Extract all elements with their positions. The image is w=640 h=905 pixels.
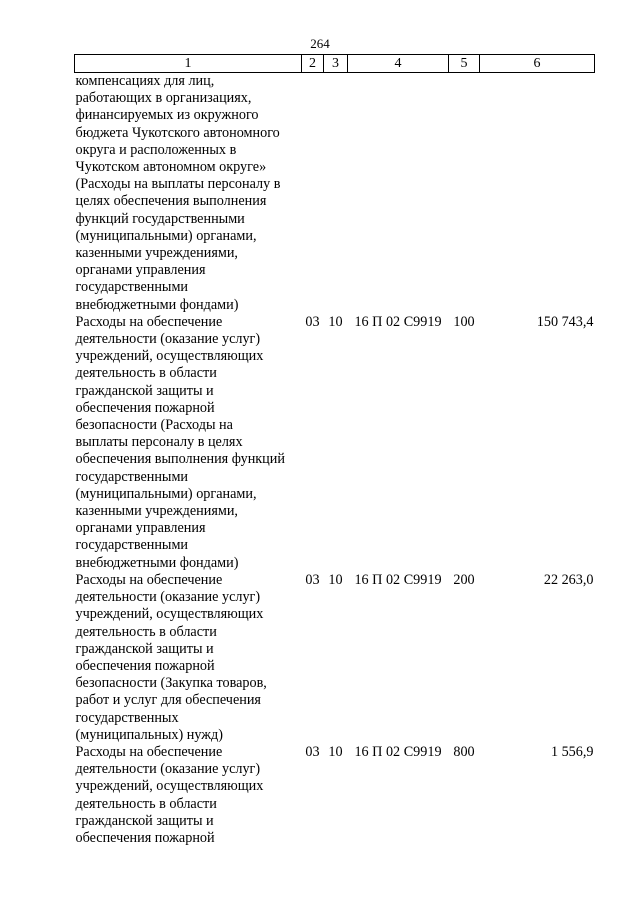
expense-type-code: 200	[453, 571, 475, 588]
row-description	[75, 572, 302, 744]
description-line: Расходы на обеспечение	[75, 743, 223, 760]
column-header-6: 6	[480, 55, 595, 73]
target-article-code: 16 П 02 С9919	[354, 743, 442, 760]
description-line: обеспечения пожарной	[75, 399, 215, 416]
description-line: государственных	[75, 709, 179, 726]
column-header-2: 2	[302, 55, 324, 73]
target-article-code	[348, 73, 449, 314]
target-article-code: 16 П 02 С9919	[354, 571, 442, 588]
section-code: 03	[305, 571, 320, 588]
budget-table	[74, 54, 595, 847]
description-line: работ и услуг для обеспечения	[75, 692, 261, 709]
column-header-1: 1	[75, 55, 302, 73]
expense-type-code: 800	[453, 743, 475, 760]
table-row	[75, 744, 595, 847]
description-line: Расходы на обеспечение	[75, 571, 223, 588]
description-line: государственными	[75, 537, 189, 554]
description-line: казенными учреждениями,	[75, 503, 238, 520]
description-line: деятельности (оказание услуг)	[75, 761, 261, 778]
amount	[480, 73, 595, 314]
description-line: (муниципальными) органами,	[75, 227, 257, 244]
table-row	[75, 73, 595, 314]
expense-type-code: 100	[453, 313, 475, 330]
description-line: внебюджетными фондами)	[75, 554, 239, 571]
description-line: обеспечения пожарной	[75, 829, 215, 846]
amount: 1 556,9	[550, 743, 594, 760]
description-line: целях обеспечения выполнения	[75, 193, 267, 210]
amount: 22 263,0	[543, 571, 594, 588]
description-line: органами управления	[75, 520, 206, 537]
description-line: безопасности (Закупка товаров,	[75, 675, 267, 692]
description-line: казенными учреждениями,	[75, 245, 238, 262]
table-row	[75, 314, 595, 572]
subsection-code	[324, 73, 348, 314]
description-line: гражданской защиты и	[75, 382, 214, 399]
section-code	[302, 73, 324, 314]
description-line: (муниципальными) органами,	[75, 485, 257, 502]
column-header-3: 3	[324, 55, 348, 73]
table-row	[75, 572, 595, 744]
description-line: выплаты персоналу в целях	[75, 434, 243, 451]
description-line: гражданской защиты и	[75, 640, 214, 657]
description-line: внебюджетными фондами)	[75, 296, 239, 313]
expense-type-code	[449, 73, 480, 314]
description-line: учреждений, осуществляющих	[75, 606, 264, 623]
subsection-code: 10	[328, 313, 343, 330]
table-header-row	[75, 55, 595, 73]
description-line: бюджета Чукотского автономного	[75, 124, 280, 141]
row-description	[75, 314, 302, 572]
amount: 150 743,4	[536, 313, 594, 330]
description-line: (муниципальных) нужд)	[75, 726, 223, 743]
description-line: учреждений, осуществляющих	[75, 348, 264, 365]
description-line: деятельность в области	[75, 795, 217, 812]
description-line: безопасности (Расходы на	[75, 417, 233, 434]
page-number: 264	[310, 36, 330, 51]
description-line: деятельность в области	[75, 623, 217, 640]
row-description	[75, 73, 302, 314]
description-line: функций государственными	[75, 210, 245, 227]
section-code: 03	[305, 743, 320, 760]
description-line: деятельности (оказание услуг)	[75, 331, 261, 348]
description-line: обеспечения выполнения функций	[75, 451, 285, 468]
row-description	[75, 744, 302, 847]
description-line: органами управления	[75, 262, 206, 279]
description-line: округа и расположенных в	[75, 141, 237, 158]
description-line: гражданской защиты и	[75, 812, 214, 829]
subsection-code: 10	[328, 571, 343, 588]
description-line: учреждений, осуществляющих	[75, 778, 264, 795]
description-line: деятельности (оказание услуг)	[75, 589, 261, 606]
section-code: 03	[305, 313, 320, 330]
target-article-code: 16 П 02 С9919	[354, 313, 442, 330]
description-line: (Расходы на выплаты персоналу в	[75, 176, 281, 193]
description-line: государственными	[75, 279, 189, 296]
column-header-5: 5	[449, 55, 480, 73]
subsection-code: 10	[328, 743, 343, 760]
description-line: государственными	[75, 468, 189, 485]
description-line: обеспечения пожарной	[75, 657, 215, 674]
description-line: финансируемых из окружного	[75, 107, 259, 124]
description-line: Расходы на обеспечение	[75, 313, 223, 330]
description-line: деятельность в области	[75, 365, 217, 382]
description-line: работающих в организациях,	[75, 90, 252, 107]
description-line: компенсациях для лиц,	[75, 73, 215, 89]
column-header-4: 4	[348, 55, 449, 73]
description-line: Чукотском автономном округе»	[75, 159, 267, 176]
